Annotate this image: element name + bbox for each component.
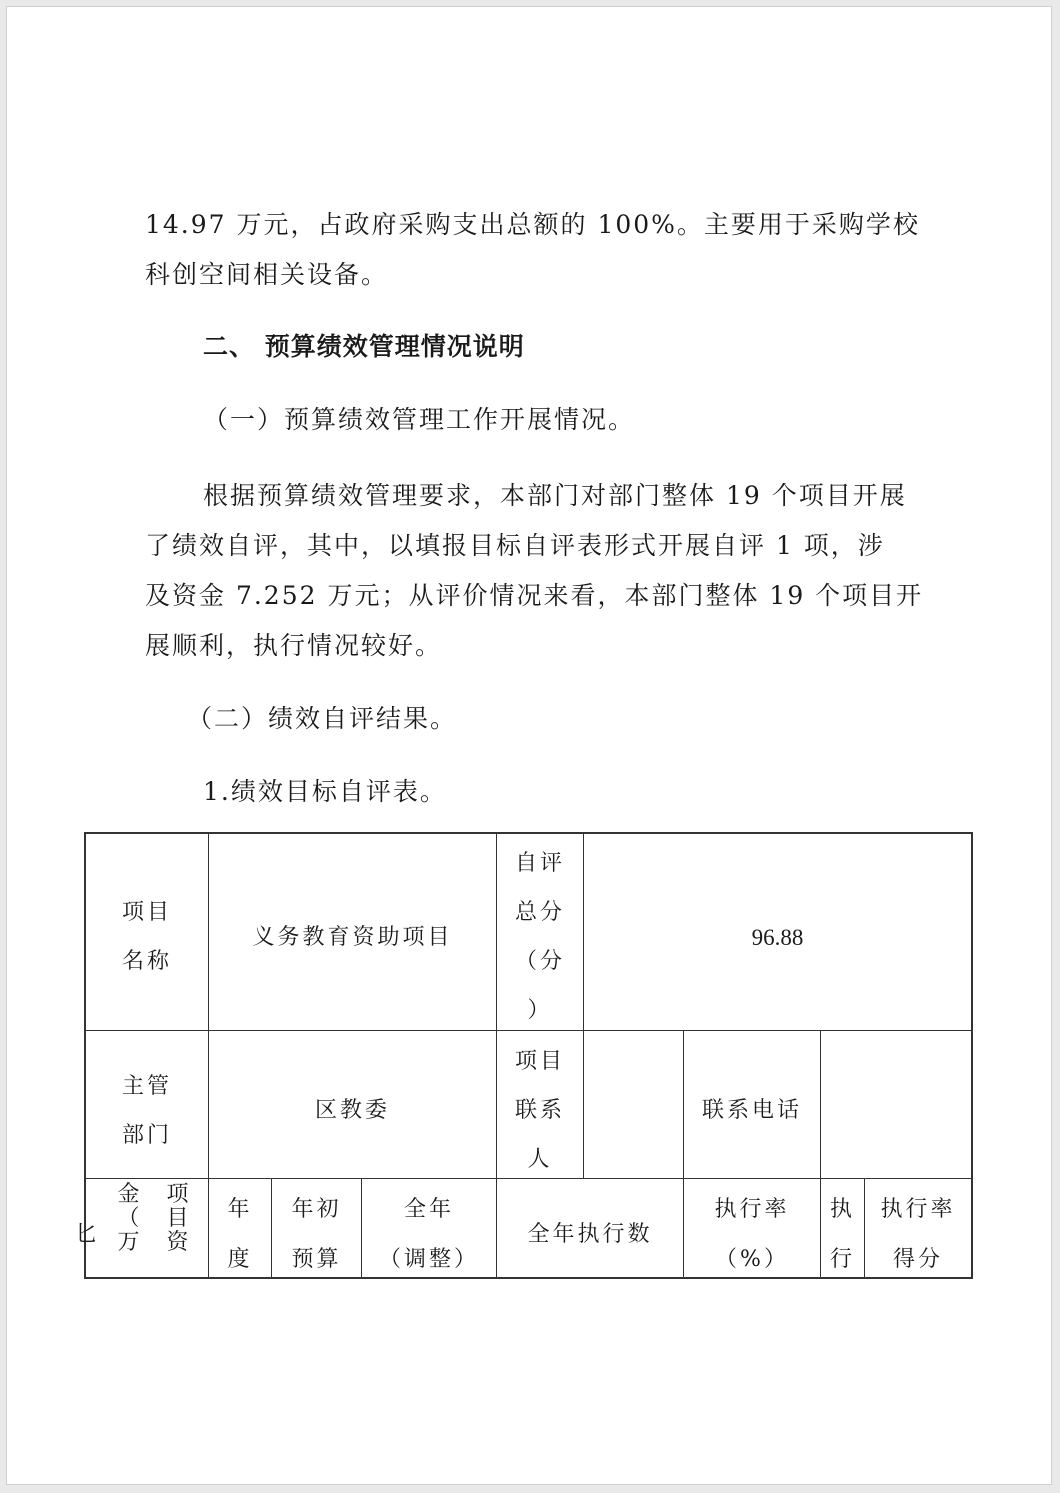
table-rule [583, 832, 584, 1178]
full-year-adjusted-header: 全年 [403, 1197, 454, 1222]
total-score-label: （分 [514, 949, 565, 974]
full-year-adjusted-header: （调整） [378, 1247, 479, 1272]
project-name-label: 项目 [121, 900, 172, 925]
execution-header: 行 [829, 1247, 855, 1272]
department-label: 部门 [121, 1123, 172, 1148]
execution-header: 执 [829, 1197, 855, 1222]
execution-rate-score-header: 得分 [892, 1247, 943, 1272]
subsection-heading: （一）预算绩效管理工作开展情况。 [203, 405, 636, 434]
department-label: 主管 [121, 1074, 172, 1099]
paragraph-line: 及资金 7.252 万元；从评价情况来看，本部门整体 19 个项目开 [145, 581, 924, 610]
year-header: 度 [227, 1247, 253, 1272]
table-border [971, 832, 973, 1279]
project-name-value: 义务教育资助项目 [252, 925, 453, 950]
project-name-label: 名称 [121, 949, 172, 974]
year-header: 年 [227, 1197, 253, 1222]
cut-off-text: 匕 [75, 1222, 101, 1247]
total-score-label: 自评 [514, 851, 565, 876]
paragraph-line: 科创空间相关设备。 [145, 260, 389, 289]
paragraph-line: 了绩效自评，其中，以填报目标自评表形式开展自评 1 项，涉 [145, 531, 885, 560]
initial-budget-header: 预算 [291, 1247, 342, 1272]
contact-person-label: 人 [527, 1147, 553, 1172]
paragraph-line: 展顺利，执行情况较好。 [145, 631, 443, 660]
table-border [84, 832, 973, 834]
document-page: 14.97 万元，占政府采购支出总额的 100%。主要用于采购学校 科创空间相关设备。 二、 预算绩效管理情况说明 （一）预算绩效管理工作开展情况。 根据预算绩效管理要求，本部门对部门整体 19 个项目开展 了绩效自评，其中，以填报目标自评表形式开展自评 1 项，涉 及资金 7.252 万元；从评价情况来看，本部门整体 19 个项目开 展顺利，执行情况较好。 （二）绩效自评结果。 1.绩效目标自评表。 项目 名称 义务教育资助项目 自评 总分 （分 ） 96.88 主管 部门 区教委 项目 联系 人 联系电话 匕 项 目 资 金 （ 万 年 度 年初 预算 全年 （调整） 全年执行数 执行率 （%） 执 行 执行率 得分 [6, 6, 1052, 1485]
total-score-label: 总分 [514, 900, 565, 925]
contact-person-label: 项目 [514, 1049, 565, 1074]
department-value: 区教委 [314, 1098, 390, 1123]
execution-rate-score-header: 执行率 [880, 1197, 956, 1222]
paragraph-line: 根据预算绩效管理要求，本部门对部门整体 19 个项目开展 [203, 481, 907, 510]
execution-rate-header: （%） [715, 1247, 789, 1272]
total-score-label: ） [527, 998, 553, 1023]
subsection-heading: （二）绩效自评结果。 [187, 704, 458, 733]
total-score-value: 96.88 [751, 925, 804, 950]
execution-rate-header: 执行率 [714, 1197, 790, 1222]
contact-person-label: 联系 [514, 1098, 565, 1123]
list-item: 1.绩效目标自评表。 [203, 777, 447, 806]
section-heading: 二、 预算绩效管理情况说明 [203, 332, 525, 361]
initial-budget-header: 年初 [291, 1197, 342, 1222]
paragraph-line: 14.97 万元，占政府采购支出总额的 100%。主要用于采购学校 [145, 210, 920, 239]
phone-label: 联系电话 [701, 1098, 802, 1123]
full-year-executed-header: 全年执行数 [527, 1222, 653, 1247]
